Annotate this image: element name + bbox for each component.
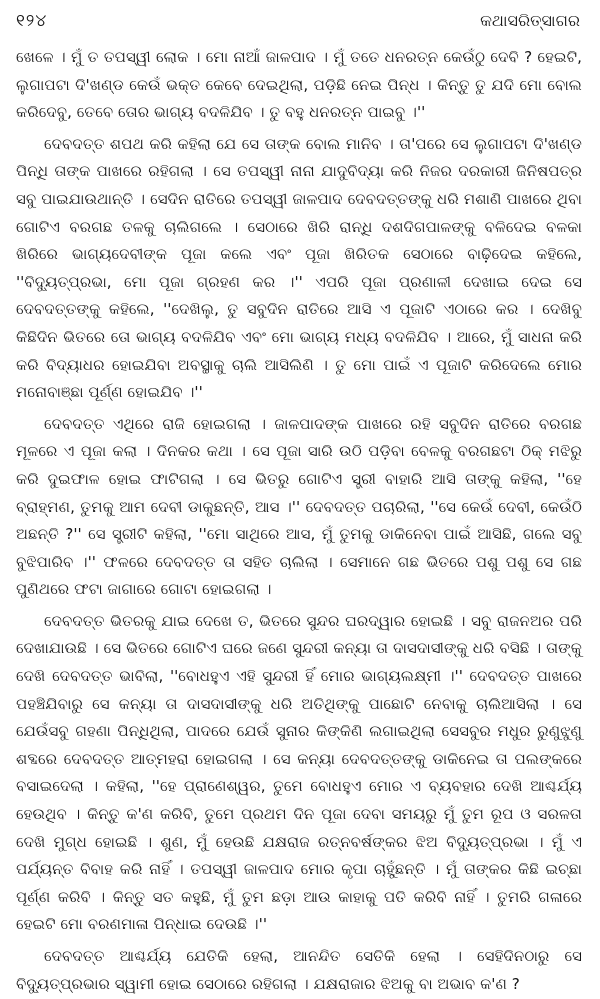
paragraph-4: ଦେବଦତ୍ତ ଭିତରକୁ ଯାଇ ଦେଖେ ତ, ଭିତରେ ସୁନ୍ଦର ଘରଦ୍ୱାର ହୋଇଛି । ସବୁ ରାଜନଅର ପରି ଦେଖାଯାଉଛି । ସେ ଭିତରେ ଗୋଟିଏ ଘରେ ଜଣେ ସୁନ୍ଦରୀ କନ୍ୟା ତା ଦାସଦାସୀଙ୍କୁ ଧରି ବସିଛି । ତାଙ୍କୁ ଦେଖି ଦେବଦତ୍ତ ଭାବିଲା, ''ବୋଧହୁଏ ଏହି ସୁନ୍ଦରୀ ହିଁ ମୋର ଭାଗ୍ୟଲକ୍ଷ୍ମୀ ।'' ଦେବଦତ୍ତ ପାଖରେ ପହଞ୍ଚିଯିବାରୁ ସେ କନ୍ୟା ତା ଦାସଦାସୀଙ୍କୁ ଧରି ଅତିଥିଙ୍କୁ ପାଛୋଟି ନେବାକୁ ଚାଲିଆସିଲା । ସେ ଯେଉଁସବୁ ଗହଣା ପିନ୍ଧିଥିଲା, ପାଦରେ ଯେଉଁ ସୁନାର କିଙ୍କିଣି ଲଗାଇଥିଲା ସେସବୁର ମଧୁର ରୁଣୁଝୁଣୁ ଶବ୍ଦରେ ଦେବଦତ୍ତ ଆତ୍ମହରା ହୋଇଗଲା । ସେ କନ୍ୟା ଦେବଦତ୍ତଙ୍କୁ ଡାକିନେଇ ତା ପଲଙ୍କରେ ବସାଇଦେଲା । କହିଲା, ''ହେ ପ୍ରାଣେଶ୍ୱର, ତୁମେ ବୋଧହୁଏ ମୋର ଏ ବ୍ୟବହାର ଦେଖି ଆଶ୍ଚର୍ଯ୍ୟ ହେଉଥିବ । କିନ୍ତୁ କ'ଣ କରିବି, ତୁମେ ପ୍ରଥମ ଦିନ ପୂଜା ଦେବା ସମୟରୁ ମୁଁ ତୁମ ରୂପ ଓ ସରଳତା ଦେଖି ମୁଗ୍ଧ ହୋଇଛି । ଶୁଣ, ମୁଁ ହେଉଛି ଯକ୍ଷରାଜ ରତ୍ନବର୍ଷଙ୍କର ଝିଅ ବିଦ୍ୟୁତ୍‌ପ୍ରଭା । ମୁଁ ଏ ପର୍ଯ୍ୟନ୍ତ ବିବାହ କରି ନାହିଁ । ତପସ୍ୱୀ ଜାଳପାଦ ମୋର କୃପା ଚାହୁଁଛନ୍ତି । ମୁଁ ତାଙ୍କର କିଛି ଇଚ୍ଛା ପୂର୍ଣ୍ଣ କରିବି । କିନ୍ତୁ ସତ କହୁଛି, ମୁଁ ତୁମ ଛଡ଼ା ଆଉ କାହାକୁ ପତି କରିବି ନାହିଁ । ତୁମରି ଗଳାରେ ହେଇଟି ମୋ ବରଣମାଳା ପିନ୍ଧାଇ ଦେଉଛି ।'' <box>16 611 582 934</box>
page-number: ୧୨୪ <box>16 11 48 31</box>
body-text <box>16 44 582 998</box>
paragraph-5: ଦେବଦତ୍ତ ଆଶ୍ଚର୍ଯ୍ୟ ଯେତିକି ହେଲା, ଆନନ୍ଦିତ ସେତିକି ହେଲା । ସେହିଦିନଠାରୁ ସେ ବିଦ୍ୟୁତ୍‌ପ୍ରଭାର ସ୍ୱାମୀ ହୋଇ ସେଠାରେ ରହିଗଲା । ଯକ୍ଷରାଜାର ଝିଅକୁ ବା ଅଭାବ କ'ଣ ? <box>16 947 582 993</box>
running-header <box>16 10 582 34</box>
book-title: କଥାସରିତ୍‌ସାଗର <box>480 11 580 30</box>
paragraph-2: ଦେବଦତ୍ତ ଶପଥ କରି କହିଲା ଯେ ସେ ତାଙ୍କ ବୋଲ ମାନିବ । ତା'ପରେ ସେ ଲୁଗାପଟା ଦି'ଖଣ୍ଡ ପିନ୍ଧି ତାଙ୍କ ପାଖରେ ରହିଗଲା । ସେ ତପସ୍ୱୀ ନାନା ଯାଦୁବିଦ୍ୟା କରି ନିଜର ଦରକାରୀ ଜିନିଷପତ୍ର ସବୁ ପାଇଯାଉଥାନ୍ତି । ସେଦିନ ରାତିରେ ତପସ୍ୱୀ ଜାଳପାଦ ଦେବଦତ୍ତଙ୍କୁ ଧରି ମଶାଣି ପାଖରେ ଥିବା ଗୋଟିଏ ବରଗଛ ତଳକୁ ଚାଲିଗଲେ । ସେଠାରେ ଖିରି ରାନ୍ଧି ଦଶଦିଗପାଳଙ୍କୁ ବଳିଦେଇ ବଳକା ଖିରିରେ ଭାଗ୍ୟଦେବୀଙ୍କ ପୂଜା କଲେ ଏବଂ ପୂଜା ଖିରିତକ ସେଠାରେ ବାଢ଼ିଦେଇ କହିଲେ, ''ବିଦ୍ୟୁତ୍‌ପ୍ରଭା, ମୋ ପୂଜା ଗ୍ରହଣ କର ।'' ଏପରି ପୂଜା ପ୍ରଣାଳୀ ଦେଖାଇ ଦେଇ ସେ ଦେବଦତ୍ତଙ୍କୁ କହିଲେ, ''ଦେଖିଲୁ, ତୁ ସବୁଦିନ ରାତିରେ ଆସି ଏ ପୂଜାଟି ଏଠାରେ କର । ଦେଖିବୁ କିଛିଦିନ ଭିତରେ ତୋ ଭାଗ୍ୟ ବଦଳିଯିବ ଏବଂ ମୋ ଭାଗ୍ୟ ମଧ୍ୟ ବଦଳିଯିବ । ଆରେ, ମୁଁ ସାଧନା କରି କରି ବିଦ୍ୟାଧର ହୋଇଯିବା ଅବସ୍ଥାକୁ ଚାଲି ଆସିଲିଣି । ତୁ ମୋ ପାଇଁ ଏ ପୂଜାଟି କରିଦେଲେ ମୋର ମନୋବାଞ୍ଛା ପୂର୍ଣ୍ଣ ହୋଇଯିବ ।'' <box>16 134 582 402</box>
paragraph-1: ଖେଳେ । ମୁଁ ତ ତପସ୍ୱୀ ଲୋକ । ମୋ ନାଆଁ ଜାଳପାଦ । ମୁଁ ତତେ ଧନରତ୍ନ କେଉଁଠୁ ଦେବି ? ହେଇଟି, ଲୁଗାପଟା ଦି'ଖଣ୍ଡ କେଉଁ ଭକ୍ତ କେବେ ଦେଇଥିଲା, ପଡ଼ିଛି ନେଇ ପିନ୍ଧ । କିନ୍ତୁ ତୁ ଯଦି ମୋ ବୋଲ କରିଦେବୁ, ତେବେ ତୋର ଭାଗ୍ୟ ବଦଳିଯିବ । ତୁ ବହୁ ଧନରତ୍ନ ପାଇବୁ ।'' <box>16 48 582 122</box>
paragraph-3: ଦେବଦତ୍ତ ଏଥିରେ ରାଜି ହୋଇଗଲା । ଜାଳପାଦଙ୍କ ପାଖରେ ରହି ସବୁଦିନ ରାତିରେ ବରଗଛ ମୂଳରେ ଏ ପୂଜା କଲା । ଦିନକର କଥା । ସେ ପୂଜା ସାରି ଉଠି ପଡ଼ିବା ବେଳକୁ ବରଗଛଟା ଠିକ୍ ମଝିରୁ କରି ଦୁଇଫାଳ ହୋଇ ଫାଟିଗଲା । ସେ ଭିତରୁ ଗୋଟିଏ ସ୍ତ୍ରୀ ବାହାରି ଆସି ତାଙ୍କୁ କହିଲା, ''ହେ ବ୍ରାହ୍ମଣ, ତୁମକୁ ଆମ ଦେବୀ ଡାକୁଛନ୍ତି, ଆସ ।'' ଦେବଦତ୍ତ ପଚାରିଲା, ''ସେ କେଉଁ ଦେବୀ, କେଉଁଠି ଅଛନ୍ତି ?'' ସେ ସ୍ତ୍ରୀଟି କହିଲା, ''ମୋ ସାଥିରେ ଆସ, ମୁଁ ତୁମକୁ ଡାକିନେବା ପାଇଁ ଆସିଛି, ଗଲେ ସବୁ ବୁଝିପାରିବ ।'' ଫଳରେ ଦେବଦତ୍ତ ତା ସହିତ ଚାଲିଲା । ସେମାନେ ଗଛ ଭିତରେ ପଶୁ ପଶୁ ସେ ଗଛ ପୁଣିଥରେ ଫଟା ଜାଗାରେ ଗୋଟା ହୋଇଗଲା । <box>16 414 582 599</box>
